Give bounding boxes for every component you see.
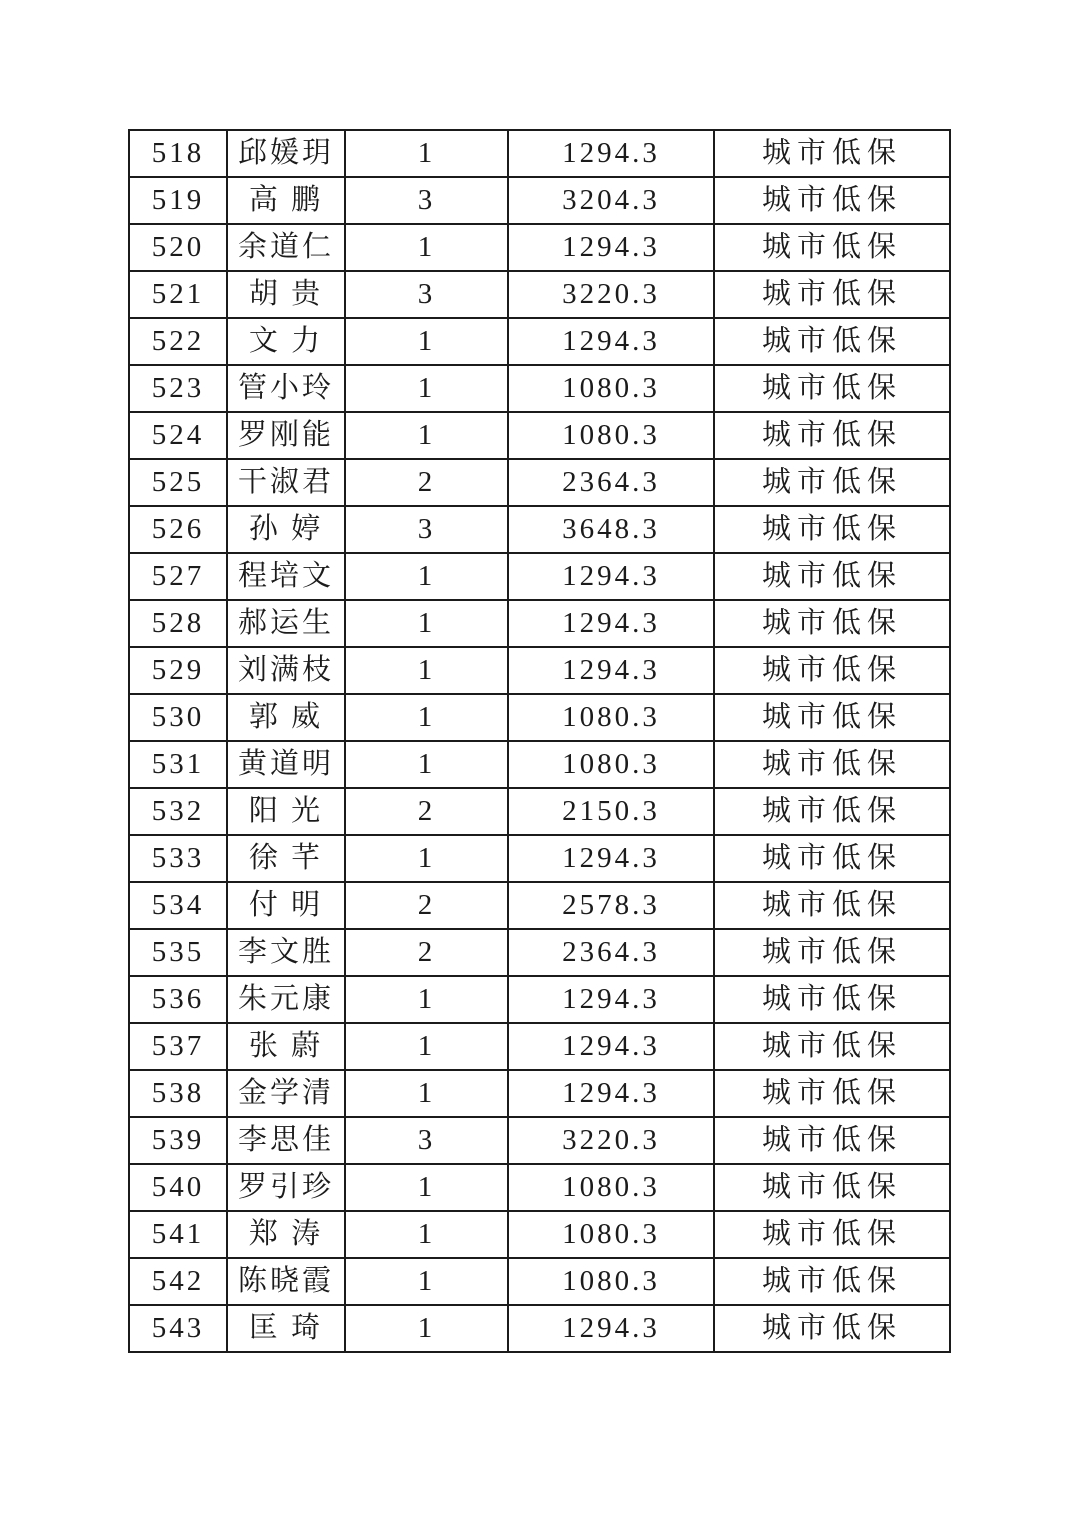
cell-person-name: 黄道明 (227, 741, 345, 788)
cell-category: 城市低保 (714, 882, 950, 929)
cell-serial-number: 539 (129, 1117, 227, 1164)
cell-category: 城市低保 (714, 130, 950, 177)
cell-person-name: 干淑君 (227, 459, 345, 506)
cell-category: 城市低保 (714, 506, 950, 553)
table-row (129, 1117, 950, 1164)
cell-category: 城市低保 (714, 1305, 950, 1352)
cell-category: 城市低保 (714, 976, 950, 1023)
cell-amount: 1294.3 (508, 647, 714, 694)
cell-category: 城市低保 (714, 1164, 950, 1211)
cell-category: 城市低保 (714, 459, 950, 506)
cell-person-name: 胡 贵 (227, 271, 345, 318)
cell-amount: 1080.3 (508, 1258, 714, 1305)
cell-person-name: 付 明 (227, 882, 345, 929)
cell-person-count: 1 (345, 976, 508, 1023)
benefit-table (128, 129, 951, 1353)
cell-category: 城市低保 (714, 835, 950, 882)
cell-category: 城市低保 (714, 1023, 950, 1070)
cell-person-count: 1 (345, 741, 508, 788)
cell-category: 城市低保 (714, 1211, 950, 1258)
cell-person-name: 文 力 (227, 318, 345, 365)
table-row (129, 412, 950, 459)
cell-amount: 1294.3 (508, 835, 714, 882)
cell-category: 城市低保 (714, 741, 950, 788)
cell-person-count: 1 (345, 1305, 508, 1352)
cell-category: 城市低保 (714, 1258, 950, 1305)
cell-serial-number: 534 (129, 882, 227, 929)
cell-category: 城市低保 (714, 1070, 950, 1117)
cell-person-count: 1 (345, 1211, 508, 1258)
cell-person-count: 2 (345, 929, 508, 976)
cell-person-name: 郭 威 (227, 694, 345, 741)
cell-person-name: 余道仁 (227, 224, 345, 271)
cell-person-count: 1 (345, 835, 508, 882)
cell-category: 城市低保 (714, 694, 950, 741)
table-row (129, 976, 950, 1023)
cell-person-count: 3 (345, 506, 508, 553)
cell-person-name: 张 蔚 (227, 1023, 345, 1070)
cell-amount: 1080.3 (508, 694, 714, 741)
cell-serial-number: 518 (129, 130, 227, 177)
cell-serial-number: 530 (129, 694, 227, 741)
cell-amount: 1080.3 (508, 365, 714, 412)
cell-amount: 1080.3 (508, 412, 714, 459)
cell-person-count: 1 (345, 365, 508, 412)
cell-person-count: 3 (345, 177, 508, 224)
cell-amount: 2364.3 (508, 929, 714, 976)
cell-person-name: 程培文 (227, 553, 345, 600)
cell-category: 城市低保 (714, 553, 950, 600)
cell-person-name: 李文胜 (227, 929, 345, 976)
cell-amount: 1294.3 (508, 130, 714, 177)
table-row (129, 694, 950, 741)
cell-category: 城市低保 (714, 929, 950, 976)
cell-person-name: 徐 芊 (227, 835, 345, 882)
cell-serial-number: 520 (129, 224, 227, 271)
cell-person-name: 郑 涛 (227, 1211, 345, 1258)
cell-person-name: 罗引珍 (227, 1164, 345, 1211)
cell-amount: 1080.3 (508, 1211, 714, 1258)
cell-person-count: 1 (345, 1023, 508, 1070)
cell-amount: 1294.3 (508, 1305, 714, 1352)
cell-serial-number: 536 (129, 976, 227, 1023)
cell-amount: 1294.3 (508, 1070, 714, 1117)
table-row (129, 1258, 950, 1305)
table-row (129, 271, 950, 318)
cell-category: 城市低保 (714, 647, 950, 694)
cell-person-count: 1 (345, 647, 508, 694)
cell-amount: 2150.3 (508, 788, 714, 835)
cell-serial-number: 540 (129, 1164, 227, 1211)
cell-amount: 2578.3 (508, 882, 714, 929)
cell-person-count: 1 (345, 553, 508, 600)
cell-serial-number: 535 (129, 929, 227, 976)
table-row (129, 1305, 950, 1352)
cell-person-name: 陈晓霞 (227, 1258, 345, 1305)
cell-category: 城市低保 (714, 365, 950, 412)
cell-person-name: 郝运生 (227, 600, 345, 647)
table-row (129, 882, 950, 929)
cell-serial-number: 533 (129, 835, 227, 882)
cell-person-count: 1 (345, 224, 508, 271)
cell-person-name: 金学清 (227, 1070, 345, 1117)
cell-category: 城市低保 (714, 224, 950, 271)
cell-person-name: 邱媛玥 (227, 130, 345, 177)
cell-serial-number: 519 (129, 177, 227, 224)
cell-serial-number: 541 (129, 1211, 227, 1258)
cell-serial-number: 523 (129, 365, 227, 412)
cell-serial-number: 531 (129, 741, 227, 788)
cell-category: 城市低保 (714, 271, 950, 318)
table-row (129, 224, 950, 271)
cell-serial-number: 527 (129, 553, 227, 600)
cell-amount: 3648.3 (508, 506, 714, 553)
cell-person-count: 2 (345, 459, 508, 506)
table-row (129, 788, 950, 835)
table-row (129, 1070, 950, 1117)
cell-person-name: 朱元康 (227, 976, 345, 1023)
cell-amount: 1080.3 (508, 1164, 714, 1211)
table-row (129, 1023, 950, 1070)
cell-amount: 2364.3 (508, 459, 714, 506)
cell-amount: 1294.3 (508, 318, 714, 365)
cell-person-name: 匡 琦 (227, 1305, 345, 1352)
cell-person-name: 管小玲 (227, 365, 345, 412)
table-row (129, 506, 950, 553)
cell-person-count: 2 (345, 882, 508, 929)
cell-person-count: 1 (345, 694, 508, 741)
cell-amount: 3220.3 (508, 271, 714, 318)
cell-person-name: 李思佳 (227, 1117, 345, 1164)
cell-person-name: 罗刚能 (227, 412, 345, 459)
cell-serial-number: 521 (129, 271, 227, 318)
cell-serial-number: 525 (129, 459, 227, 506)
table-row (129, 1164, 950, 1211)
cell-category: 城市低保 (714, 788, 950, 835)
cell-category: 城市低保 (714, 177, 950, 224)
table-row (129, 177, 950, 224)
cell-person-count: 1 (345, 412, 508, 459)
cell-serial-number: 524 (129, 412, 227, 459)
cell-amount: 3204.3 (508, 177, 714, 224)
cell-serial-number: 528 (129, 600, 227, 647)
table-row (129, 130, 950, 177)
cell-category: 城市低保 (714, 1117, 950, 1164)
table-row (129, 1211, 950, 1258)
table-row (129, 741, 950, 788)
cell-person-count: 1 (345, 1070, 508, 1117)
table-body (129, 130, 950, 1352)
table-row (129, 318, 950, 365)
cell-serial-number: 537 (129, 1023, 227, 1070)
cell-amount: 3220.3 (508, 1117, 714, 1164)
cell-serial-number: 526 (129, 506, 227, 553)
cell-serial-number: 538 (129, 1070, 227, 1117)
cell-person-name: 高 鹏 (227, 177, 345, 224)
cell-person-count: 3 (345, 271, 508, 318)
cell-serial-number: 532 (129, 788, 227, 835)
cell-person-name: 孙 婷 (227, 506, 345, 553)
cell-serial-number: 529 (129, 647, 227, 694)
table-row (129, 647, 950, 694)
cell-person-name: 阳 光 (227, 788, 345, 835)
table-row (129, 600, 950, 647)
cell-person-count: 1 (345, 318, 508, 365)
cell-serial-number: 542 (129, 1258, 227, 1305)
cell-amount: 1080.3 (508, 741, 714, 788)
cell-serial-number: 522 (129, 318, 227, 365)
cell-person-count: 1 (345, 1258, 508, 1305)
cell-category: 城市低保 (714, 412, 950, 459)
cell-serial-number: 543 (129, 1305, 227, 1352)
cell-amount: 1294.3 (508, 976, 714, 1023)
cell-category: 城市低保 (714, 600, 950, 647)
cell-amount: 1294.3 (508, 600, 714, 647)
table-row (129, 929, 950, 976)
cell-amount: 1294.3 (508, 553, 714, 600)
cell-person-count: 1 (345, 130, 508, 177)
cell-person-count: 2 (345, 788, 508, 835)
cell-person-name: 刘满枝 (227, 647, 345, 694)
table-row (129, 365, 950, 412)
table-row (129, 459, 950, 506)
cell-person-count: 3 (345, 1117, 508, 1164)
table-row (129, 553, 950, 600)
cell-category: 城市低保 (714, 318, 950, 365)
cell-person-count: 1 (345, 600, 508, 647)
table-row (129, 835, 950, 882)
cell-person-count: 1 (345, 1164, 508, 1211)
cell-amount: 1294.3 (508, 1023, 714, 1070)
cell-amount: 1294.3 (508, 224, 714, 271)
